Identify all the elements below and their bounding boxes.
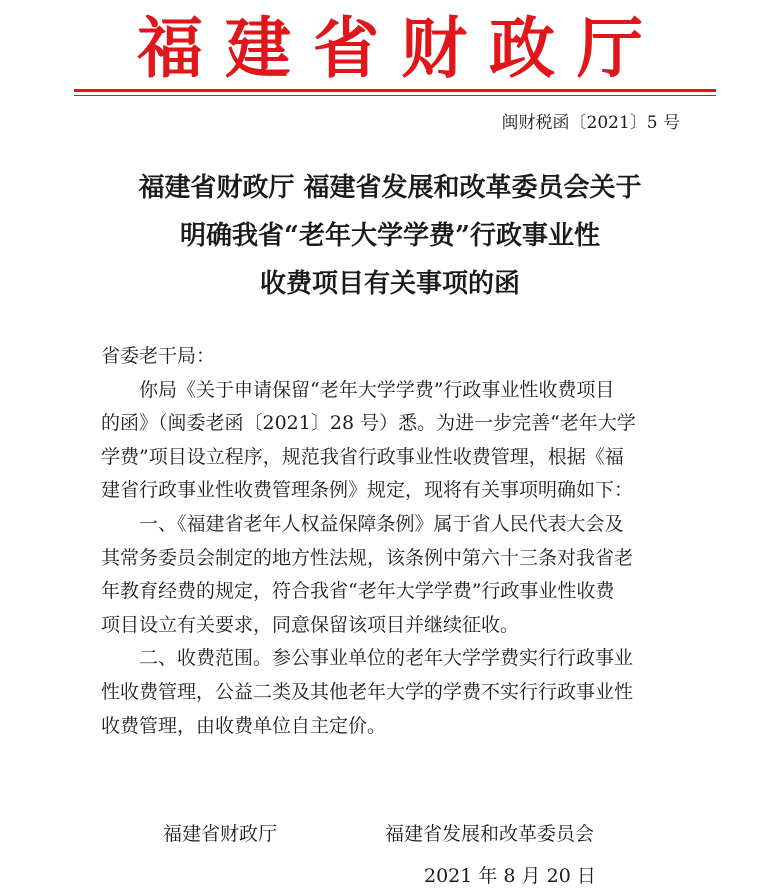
body-line: 的函》（闽委老函〔2021〕28 号）悉。为进一步完善“老年大学 [101,412,636,435]
masthead-title: 福建省财政厅 [137,9,665,87]
document-date: 2021 年 8 月 20 日 [424,865,596,887]
body-line: 性收费管理，公益二类及其他老年大学的学费不实行行政事业性 [101,680,634,703]
document-number: 闽财税函〔2021〕5 号 [501,113,680,133]
title-line: 明确我省“老年大学学费”行政事业性 [180,221,600,251]
body-line: 二、收费范围。参公事业单位的老年大学学费实行行政事业 [139,647,634,670]
body-line: 一、《福建省老年人权益保障条例》属于省人民代表大会及 [139,512,624,535]
body-line: 建省行政事业性收费管理条例》规定，现将有关事项明确如下： [101,479,634,502]
title-line: 收费项目有关事项的函 [259,269,520,299]
signatory-finance-dept: 福建省财政厅 [163,823,278,845]
body-line: 学费”项目设立程序，规范我省行政事业性收费管理，根据《福 [101,445,624,468]
document-body [101,340,693,743]
title-line: 福建省财政厅 福建省发展和改革委员会关于 [138,173,642,203]
body-line: 你局《关于申请保留“老年大学学费”行政事业性收费项目 [139,378,615,401]
signatory-development-commission: 福建省发展和改革委员会 [385,823,595,845]
document-title [40,164,740,308]
body-line: 年教育经费的规定，符合我省“老年大学学费”行政事业性收费 [101,580,615,603]
body-line: 收费管理，由收费单位自主定价。 [101,714,387,737]
body-line: 其常务委员会制定的地方性法规，该条例中第六十三条对我省老 [101,546,634,569]
masthead-rule-thick [74,89,716,92]
salutation: 省委老干局： [101,345,216,367]
body-line: 项目设立有关要求，同意保留该项目并继续征收。 [101,613,520,636]
masthead-rule-thin [74,95,716,96]
